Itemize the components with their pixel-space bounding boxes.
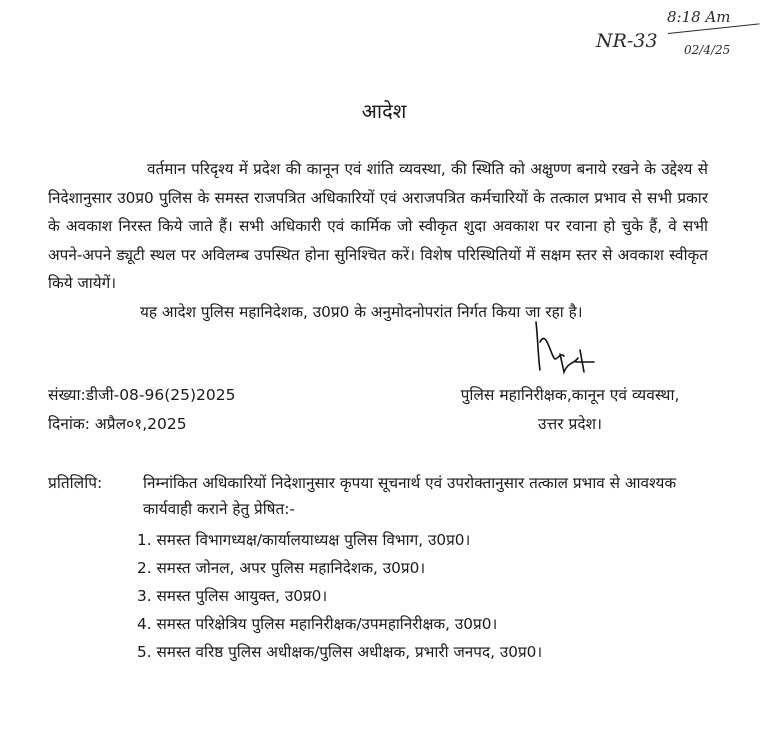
recipient-item: 2. समस्त जोनल, अपर पुलिस महानिदेशक, उ0प्र0। [137, 559, 426, 577]
signature-mark [524, 312, 604, 384]
document-title: आदेश [361, 99, 407, 123]
copy-intro: निम्नांकित अधिकारियों निदेशानुसार कृपया सूचनार्थ एवं उपरोक्तानुसार तत्काल प्रभाव से आवश्यक कार्यवाही कराने हेतु प्रेषित:- [143, 474, 677, 518]
order-body [48, 155, 708, 326]
order-paragraph-2: यह आदेश पुलिस महानिदेशक, उ0प्र0 के अनुमोदनोपरांत निर्गत किया जा रहा है। [140, 302, 583, 321]
recipient-item: 3. समस्त पुलिस आयुक्त, उ0प्र0। [137, 587, 328, 605]
order-paragraph-1: वर्तमान परिदृश्य में प्रदेश की कानून एवं शांति व्यवस्था, की स्थिति को अक्षुण्ण बनाये रखने के उद्देश्य से निदेशानुसार उ0प्र0 पुलिस के समस्त राजपत्रित अधिकारियों एवं अराजपत्रित कर्मचारियों के तत्काल प्रभाव से सभी प्रकार के अवकाश निरस्त किये जाते हैं। सभी अधिकारी एवं कार्मिक जो स्वीकृत शुदा अवकाश पर रवाना हो चुके हैं, वे सभी अपने-अपने ड्यूटी स्थल पर अविलम्ब उपस्थित होना सुनिश्चित करें। विशेष परिस्थितियों में सक्षम स्तर से अवकाश स्वीकृत किये जायेगें। [48, 160, 708, 292]
copy-label: प्रतिलिपि: [48, 474, 103, 492]
recipient-item: 1. समस्त विभागध्यक्ष/कार्यालयाध्यक्ष पुलिस विभाग, उ0प्र0। [137, 531, 471, 549]
recipient-item: 4. समस्त परिक्षेत्रिय पुलिस महानिरीक्षक/उपमहानिरीक्षक, उ0प्र0। [137, 615, 498, 633]
signatory-designation: पुलिस महानिरीक्षक,कानून एवं व्यवस्था, [460, 386, 680, 404]
handwritten-date: 02/4/25 [684, 43, 731, 57]
reference-date: दिनांक: अप्रैल०१,2025 [48, 415, 187, 433]
handwritten-receipt-code: NR-33 [596, 30, 658, 52]
recipient-item: 5. समस्त वरिष्ठ पुलिस अधीक्षक/पुलिस अधीक्षक, प्रभारी जनपद, उ0प्र0। [137, 643, 543, 661]
handwritten-time: 8:18 Am [667, 8, 731, 26]
signatory-state: उत्तर प्रदेश। [538, 415, 602, 433]
reference-number: संख्या:डीजी-08-96(25)2025 [48, 386, 236, 404]
